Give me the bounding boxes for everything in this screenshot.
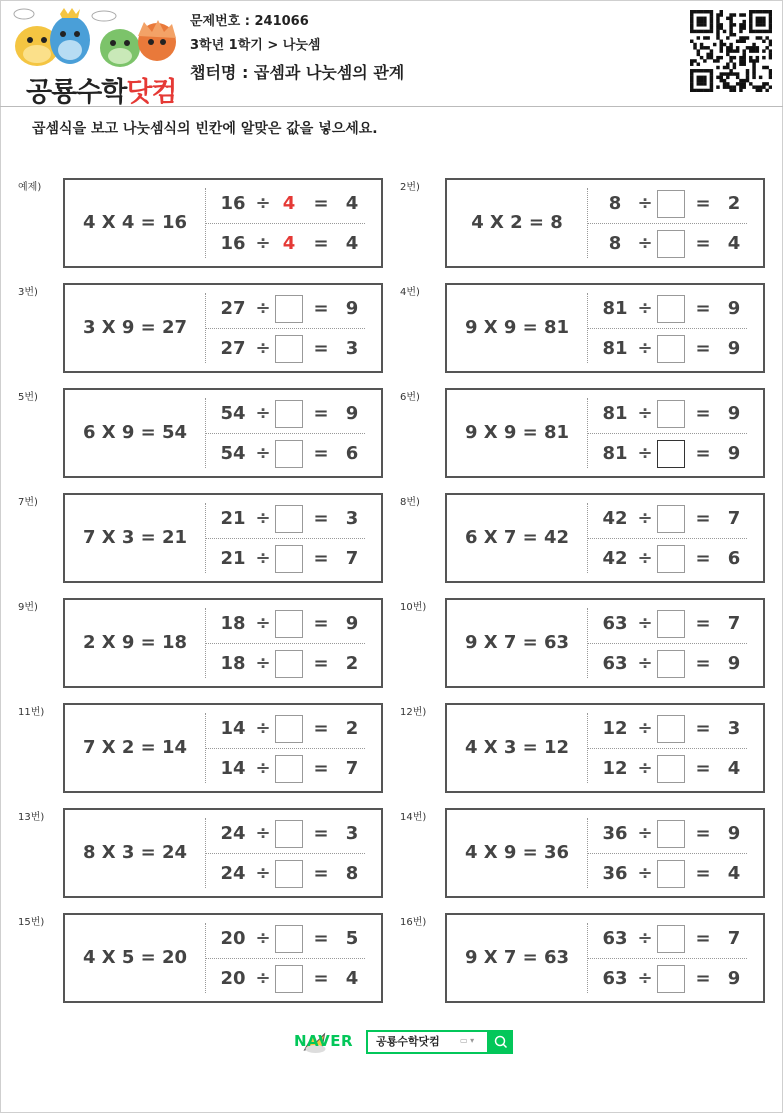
answer-blank[interactable] [275,650,303,678]
problem-number: 문제번호 : 241066 [190,14,309,29]
equals-symbol: = [695,508,711,529]
equals-symbol: = [313,653,329,674]
division-row [215,921,375,957]
search-icon [489,1030,513,1054]
problem-box [445,808,765,898]
equals-symbol: = [313,718,329,739]
quotient: 6 [727,548,741,569]
dividend: 14 [220,758,246,779]
divide-symbol: ÷ [637,233,653,254]
problem-item [18,493,398,583]
answer-blank[interactable] [657,965,685,993]
division-row [597,816,757,852]
problem-label: 11번) [18,707,45,718]
problem-label: 12번) [400,707,427,718]
division-row [597,856,757,892]
divide-symbol: ÷ [637,443,653,464]
quotient: 9 [727,823,741,844]
division-row [215,751,375,787]
quotient: 9 [345,403,359,424]
multiplication-expression: 4 X 5 = 20 [82,947,188,968]
search-button[interactable] [489,1030,513,1054]
problem-box [63,493,383,583]
multiplication-expression: 9 X 9 = 81 [464,422,570,443]
divide-symbol: ÷ [255,338,271,359]
equals-symbol: = [695,443,711,464]
problem-item [400,178,780,268]
equals-symbol: = [313,193,329,214]
division-row [597,291,757,327]
problem-box [63,283,383,373]
problem-box [63,178,383,268]
division-row [215,396,375,432]
equals-symbol: = [313,298,329,319]
equals-symbol: = [695,338,711,359]
multiplication-expression: 6 X 9 = 54 [82,422,188,443]
dividend: 12 [602,718,628,739]
problem-item [18,388,398,478]
division-row [215,646,375,682]
problem-item [400,913,780,1003]
divide-symbol: ÷ [637,653,653,674]
division-row [215,816,375,852]
logo-accent-text: 닷컴 [126,77,177,108]
multiplication-expression: 8 X 3 = 24 [82,842,188,863]
problem-box [63,388,383,478]
divide-symbol: ÷ [255,508,271,529]
divide-symbol: ÷ [255,233,271,254]
division-row [597,646,757,682]
division-row [597,501,757,537]
problem-item [18,598,398,688]
horizontal-divider [587,223,747,224]
equals-symbol: = [313,863,329,884]
dividend: 16 [220,233,246,254]
divide-symbol: ÷ [255,298,271,319]
answer-blank[interactable] [275,965,303,993]
quotient: 6 [345,443,359,464]
answer-blank[interactable] [657,755,685,783]
quotient: 3 [345,823,359,844]
multiplication-expression: 4 X 4 = 16 [82,212,188,233]
multiplication-expression: 2 X 9 = 18 [82,632,188,653]
division-row [597,711,757,747]
equals-symbol: = [695,233,711,254]
problem-label: 13번) [18,812,45,823]
divide-symbol: ÷ [255,718,271,739]
multiplication-expression: 4 X 3 = 12 [464,737,570,758]
answer-blank[interactable] [657,610,685,638]
horizontal-divider [205,433,365,434]
equals-symbol: = [695,928,711,949]
answer-blank: 4 [275,230,303,258]
division-row [597,751,757,787]
division-row [597,961,757,997]
quotient: 9 [345,613,359,634]
equals-symbol: = [313,968,329,989]
answer-blank[interactable] [657,820,685,848]
dividend: 27 [220,298,246,319]
quotient: 3 [345,338,359,359]
dividend: 54 [220,443,246,464]
answer-blank[interactable] [275,925,303,953]
problem-label: 2번) [400,182,420,193]
divide-symbol: ÷ [255,653,271,674]
dividend: 14 [220,718,246,739]
equals-symbol: = [695,823,711,844]
problem-label: 15번) [18,917,45,928]
division-row [215,606,375,642]
horizontal-divider [587,853,747,854]
divide-symbol: ÷ [637,758,653,779]
divide-symbol: ÷ [255,758,271,779]
equals-symbol: = [313,928,329,949]
equals-symbol: = [313,508,329,529]
dividend: 81 [602,298,628,319]
dividend: 63 [602,653,628,674]
division-row [215,331,375,367]
multiplication-expression: 4 X 9 = 36 [464,842,570,863]
dividend: 63 [602,928,628,949]
division-row [597,541,757,577]
quotient: 2 [727,193,741,214]
answer-blank[interactable] [657,295,685,323]
multiplication-expression: 3 X 9 = 27 [82,317,188,338]
quotient: 9 [727,968,741,989]
quotient: 7 [727,613,741,634]
division-row [597,331,757,367]
worksheet-info [190,10,404,85]
problem-box [63,703,383,793]
logo-main-text: 공룡수학 [26,77,127,108]
quotient: 9 [727,653,741,674]
equals-symbol: = [313,233,329,254]
qr-code-icon [690,10,772,92]
division-row [597,396,757,432]
divide-symbol: ÷ [255,443,271,464]
search-input[interactable] [366,1030,489,1054]
horizontal-divider [205,223,365,224]
dividend: 42 [602,508,628,529]
problem-label: 5번) [18,392,38,403]
answer-blank[interactable] [275,715,303,743]
division-row [215,711,375,747]
problem-label: 8번) [400,497,420,508]
division-row [597,226,757,262]
dividend: 63 [602,613,628,634]
answer-blank[interactable] [657,650,685,678]
answer-blank[interactable] [657,335,685,363]
answer-blank[interactable] [275,820,303,848]
answer-blank[interactable] [275,755,303,783]
equals-symbol: = [695,613,711,634]
answer-blank[interactable] [275,400,303,428]
problem-box [445,913,765,1003]
divide-symbol: ÷ [637,338,653,359]
equals-symbol: = [695,548,711,569]
problem-box [63,808,383,898]
quotient: 7 [727,928,741,949]
horizontal-divider [205,328,365,329]
divide-symbol: ÷ [255,823,271,844]
problem-box [63,913,383,1003]
keyboard-icon[interactable]: ▭ ▾ [460,1036,475,1045]
division-row [215,226,375,262]
dividend: 24 [220,863,246,884]
divide-symbol: ÷ [255,863,271,884]
dividend: 63 [602,968,628,989]
quotient: 9 [727,443,741,464]
problem-item [400,703,780,793]
equals-symbol: = [695,403,711,424]
answer-blank[interactable] [657,230,685,258]
quotient: 5 [345,928,359,949]
divide-symbol: ÷ [255,193,271,214]
chapter-title: 챕터명 : 곱셈과 나눗셈의 관계 [190,63,405,82]
dividend: 20 [220,968,246,989]
quotient: 7 [345,548,359,569]
equals-symbol: = [313,338,329,359]
problem-label: 예제) [18,182,42,193]
divide-symbol: ÷ [637,863,653,884]
problem-label: 10번) [400,602,427,613]
multiplication-expression: 9 X 7 = 63 [464,632,570,653]
search-input-value: 공룡수학닷컴 [376,1035,440,1048]
divide-symbol: ÷ [637,548,653,569]
answer-blank[interactable] [657,925,685,953]
horizontal-divider [587,958,747,959]
answer-blank[interactable] [657,715,685,743]
dividend: 54 [220,403,246,424]
quotient: 8 [345,863,359,884]
grade-path: 3학년 1학기 > 나눗셈 [190,38,321,53]
problem-box [445,703,765,793]
dividend: 8 [608,233,622,254]
multiplication-expression: 7 X 2 = 14 [82,737,188,758]
divide-symbol: ÷ [255,968,271,989]
horizontal-divider [205,853,365,854]
answer-blank[interactable] [657,400,685,428]
answer-blank: 4 [275,190,303,218]
problem-item [18,913,398,1003]
quotient: 9 [727,403,741,424]
divide-symbol: ÷ [255,548,271,569]
divide-symbol: ÷ [637,298,653,319]
problem-box [445,598,765,688]
dividend: 20 [220,928,246,949]
horizontal-divider [587,328,747,329]
dividend: 16 [220,193,246,214]
problem-box [63,598,383,688]
dividend: 42 [602,548,628,569]
answer-blank[interactable] [657,440,685,468]
dividend: 8 [608,193,622,214]
problem-item [400,388,780,478]
quotient: 3 [345,508,359,529]
problem-item [400,598,780,688]
equals-symbol: = [695,718,711,739]
naver-logo-text: NAVER [294,1032,354,1050]
answer-blank[interactable] [275,860,303,888]
dividend: 12 [602,758,628,779]
divide-symbol: ÷ [637,403,653,424]
dinosaur-mascots-icon [12,6,177,70]
problem-box [445,283,765,373]
quotient: 9 [345,298,359,319]
problem-box [445,493,765,583]
problem-box [445,178,765,268]
answer-blank[interactable] [275,545,303,573]
dinosaur-logo [12,6,177,108]
quotient: 7 [727,508,741,529]
problem-label: 9번) [18,602,38,613]
problem-label: 16번) [400,917,427,928]
equals-symbol: = [695,968,711,989]
equals-symbol: = [695,863,711,884]
division-row [215,961,375,997]
quotient: 4 [727,758,741,779]
quotient: 4 [345,193,359,214]
divide-symbol: ÷ [637,193,653,214]
equals-symbol: = [313,758,329,779]
dividend: 18 [220,653,246,674]
dividend: 36 [602,823,628,844]
dividend: 18 [220,613,246,634]
dividend: 36 [602,863,628,884]
quotient: 9 [727,298,741,319]
horizontal-divider [205,958,365,959]
equals-symbol: = [313,443,329,464]
problem-item [400,808,780,898]
quotient: 7 [345,758,359,779]
horizontal-divider [587,748,747,749]
division-row [597,921,757,957]
quotient: 9 [727,338,741,359]
quotient: 4 [727,233,741,254]
answer-blank[interactable] [275,440,303,468]
equals-symbol: = [695,758,711,779]
header [0,0,783,107]
divide-symbol: ÷ [637,968,653,989]
divide-symbol: ÷ [255,403,271,424]
instruction-text: 곱셈식을 보고 나눗셈식의 빈칸에 알맞은 값을 넣으세요. [32,121,378,137]
equals-symbol: = [313,548,329,569]
problem-item [18,178,398,268]
divide-symbol: ÷ [637,508,653,529]
division-row [215,291,375,327]
division-row [215,436,375,472]
answer-blank[interactable] [657,860,685,888]
problem-label: 6번) [400,392,420,403]
dividend: 81 [602,403,628,424]
divide-symbol: ÷ [637,718,653,739]
division-row [215,856,375,892]
logo-text [26,70,177,109]
division-row [215,541,375,577]
divide-symbol: ÷ [637,928,653,949]
problem-label: 7번) [18,497,38,508]
answer-blank[interactable] [275,295,303,323]
division-row [597,186,757,222]
division-row [597,606,757,642]
equals-symbol: = [313,403,329,424]
quotient: 2 [345,653,359,674]
multiplication-expression: 4 X 2 = 8 [471,212,563,233]
divide-symbol: ÷ [255,928,271,949]
equals-symbol: = [313,823,329,844]
horizontal-divider [205,748,365,749]
dividend: 27 [220,338,246,359]
answer-blank[interactable] [275,610,303,638]
problem-label: 3번) [18,287,38,298]
problem-item [400,283,780,373]
multiplication-expression: 7 X 3 = 21 [82,527,188,548]
problem-item [18,808,398,898]
equals-symbol: = [695,298,711,319]
horizontal-divider [587,538,747,539]
dividend: 21 [220,508,246,529]
multiplication-expression: 6 X 7 = 42 [464,527,570,548]
divide-symbol: ÷ [637,613,653,634]
horizontal-divider [587,643,747,644]
division-row [215,501,375,537]
problem-label: 14번) [400,812,427,823]
quotient: 2 [345,718,359,739]
dividend: 81 [602,338,628,359]
equals-symbol: = [695,193,711,214]
horizontal-divider [587,433,747,434]
multiplication-expression: 9 X 9 = 81 [464,317,570,338]
division-row [597,436,757,472]
horizontal-divider [205,538,365,539]
divide-symbol: ÷ [637,823,653,844]
answer-blank[interactable] [657,545,685,573]
dividend: 24 [220,823,246,844]
multiplication-expression: 9 X 7 = 63 [464,947,570,968]
division-row [215,186,375,222]
divide-symbol: ÷ [255,613,271,634]
answer-blank[interactable] [275,335,303,363]
equals-symbol: = [313,613,329,634]
dividend: 21 [220,548,246,569]
problem-item [18,283,398,373]
dividend: 81 [602,443,628,464]
quotient: 4 [727,863,741,884]
equals-symbol: = [695,653,711,674]
answer-blank[interactable] [657,190,685,218]
problem-box [445,388,765,478]
quotient: 3 [727,718,741,739]
quotient: 4 [345,233,359,254]
quotient: 4 [345,968,359,989]
answer-blank[interactable] [275,505,303,533]
problem-item [400,493,780,583]
answer-blank[interactable] [657,505,685,533]
horizontal-divider [205,643,365,644]
problem-label: 4번) [400,287,420,298]
problem-item [18,703,398,793]
